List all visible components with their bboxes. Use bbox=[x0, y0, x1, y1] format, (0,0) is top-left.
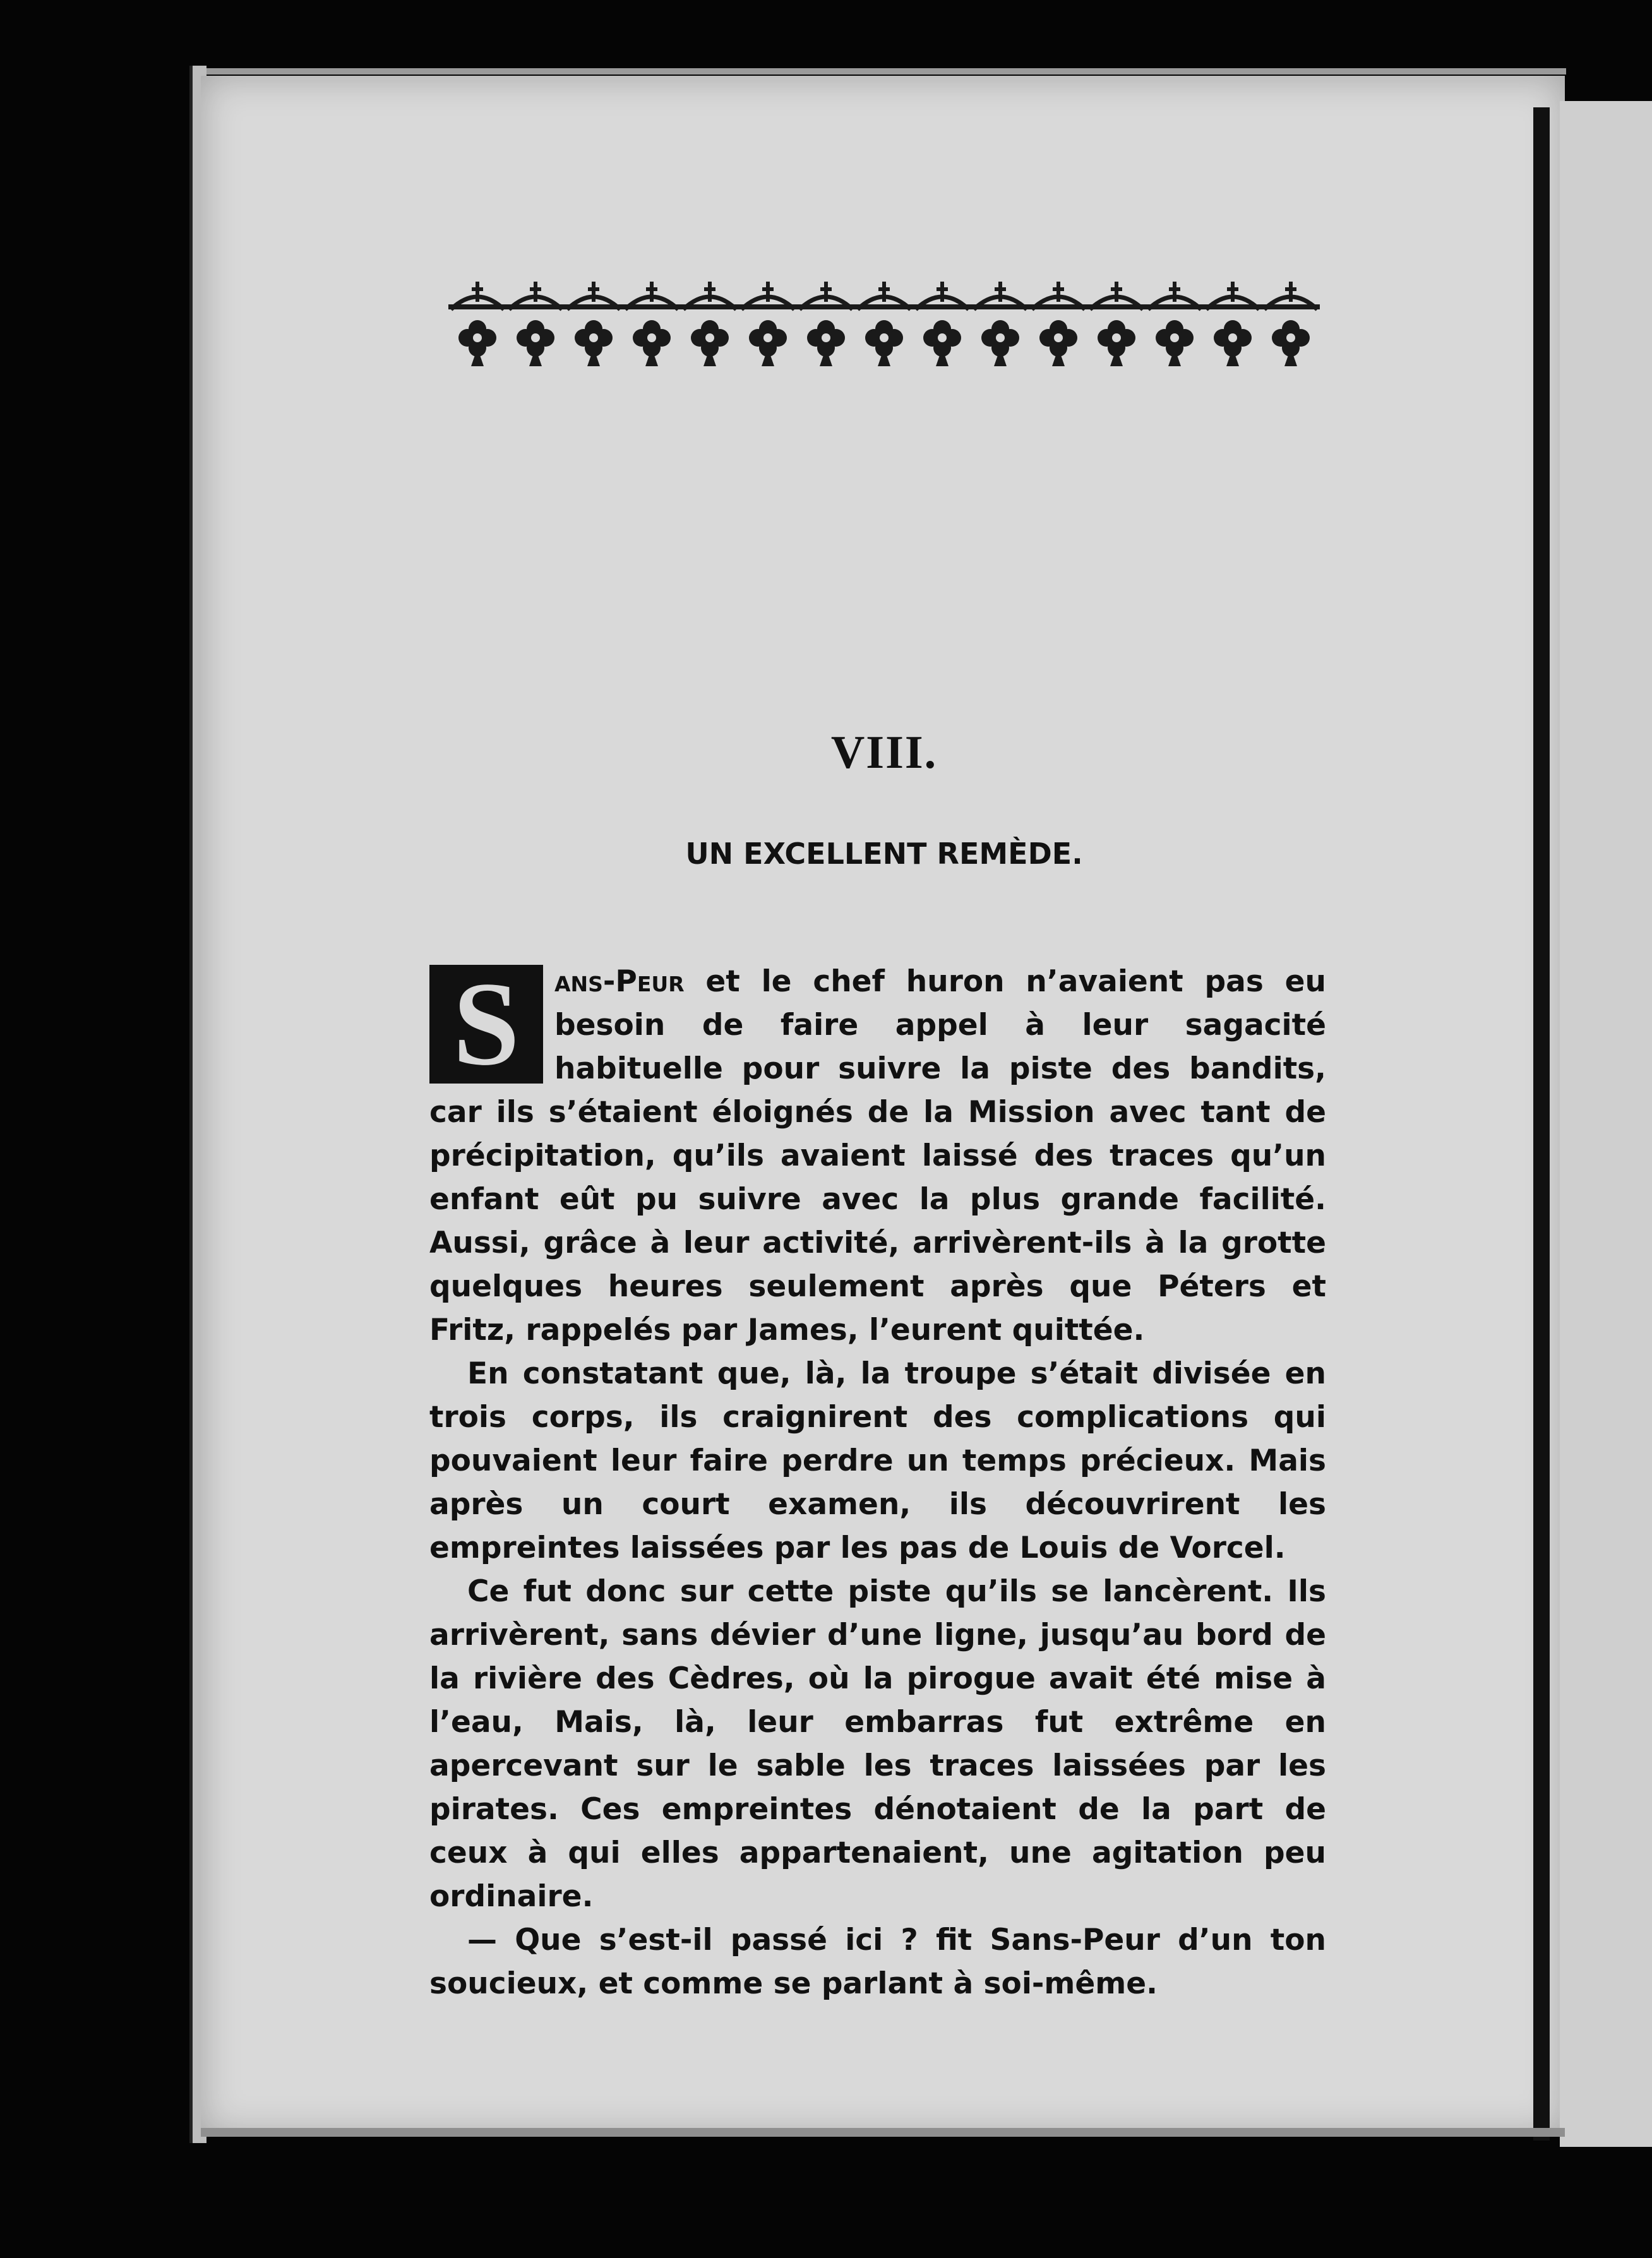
fleuron-ornament bbox=[741, 282, 794, 366]
fleuron-ornament bbox=[451, 282, 504, 366]
chapter-title: UN EXCELLENT REMÈDE. bbox=[685, 837, 1083, 871]
fleuron-ornament bbox=[1148, 282, 1201, 366]
fleuron-ornament bbox=[567, 282, 620, 366]
fleuron-ornament bbox=[683, 282, 736, 366]
fleuron-ornament bbox=[858, 282, 911, 366]
paragraph-3: Ce fut donc sur cette piste qu’ils se lancèrent. Ils arrivèrent, sans dévier d’une ligne, jusqu’au bord de la rivière des Cèdres, où la pirogue avait été mise à l’eau, Mais, là, leur embarras fut extrême en apercevant sur le sable les traces laissées par les pirates. Ces empreintes dénotaient de la part de ceux à qui elles appartenaient, une agitation peu ordinaire. bbox=[429, 1574, 1326, 1914]
fleuron-ornament bbox=[625, 282, 678, 366]
paragraph-4: — Que s’est-il passé ici ? fit Sans-Peur d’un ton soucieux, et comme se parlant à soi-même. bbox=[429, 1923, 1326, 2001]
facing-page-edge bbox=[1560, 101, 1652, 2147]
lead-words: ans-Peur bbox=[554, 964, 685, 999]
ornamental-header-band bbox=[448, 278, 1320, 373]
paragraph-1 bbox=[429, 960, 1326, 1352]
paragraph-2: En constatant que, là, la troupe s’était divisée en trois corps, ils craignirent des complications qui pouvaient leur faire perdre un temps précieux. Mais après un court examen, ils découvrirent les empreintes laissées par les pas de Louis de Vorcel. bbox=[429, 1356, 1326, 1565]
chapter-body bbox=[429, 960, 1326, 2005]
paragraph-1-text: et le chef huron n’avaient pas eu besoin de faire appel à leur sagacité habituelle pour suivre la piste des bandits, car ils s’étaient éloignés de la Mission avec tant de précipitation, qu’ils avaient laissé des traces qu’un enfant eût pu suivre avec la plus grande facilité. Aussi, grâce à leur activité, arrivèrent-ils à la grotte quelques heures seulement après que Péters et Fritz, rappelés par James, l’eurent quittée. bbox=[429, 964, 1326, 1347]
fleuron-ornament bbox=[916, 282, 969, 366]
fleuron-ornament bbox=[799, 282, 853, 366]
fleuron-ornament bbox=[974, 282, 1027, 366]
fleuron-ornament bbox=[509, 282, 562, 366]
page-top-edge bbox=[196, 68, 1566, 75]
fleuron-ornament bbox=[1206, 282, 1259, 366]
drop-cap-initial: S bbox=[429, 965, 543, 1084]
fleuron-ornament bbox=[1032, 282, 1085, 366]
fleuron-ornament bbox=[1264, 282, 1317, 366]
chapter-number: VIII. bbox=[830, 727, 938, 779]
gutter-shadow bbox=[1533, 107, 1550, 2141]
fleuron-ornament bbox=[1090, 282, 1143, 366]
page-bottom-edge bbox=[201, 2128, 1565, 2137]
